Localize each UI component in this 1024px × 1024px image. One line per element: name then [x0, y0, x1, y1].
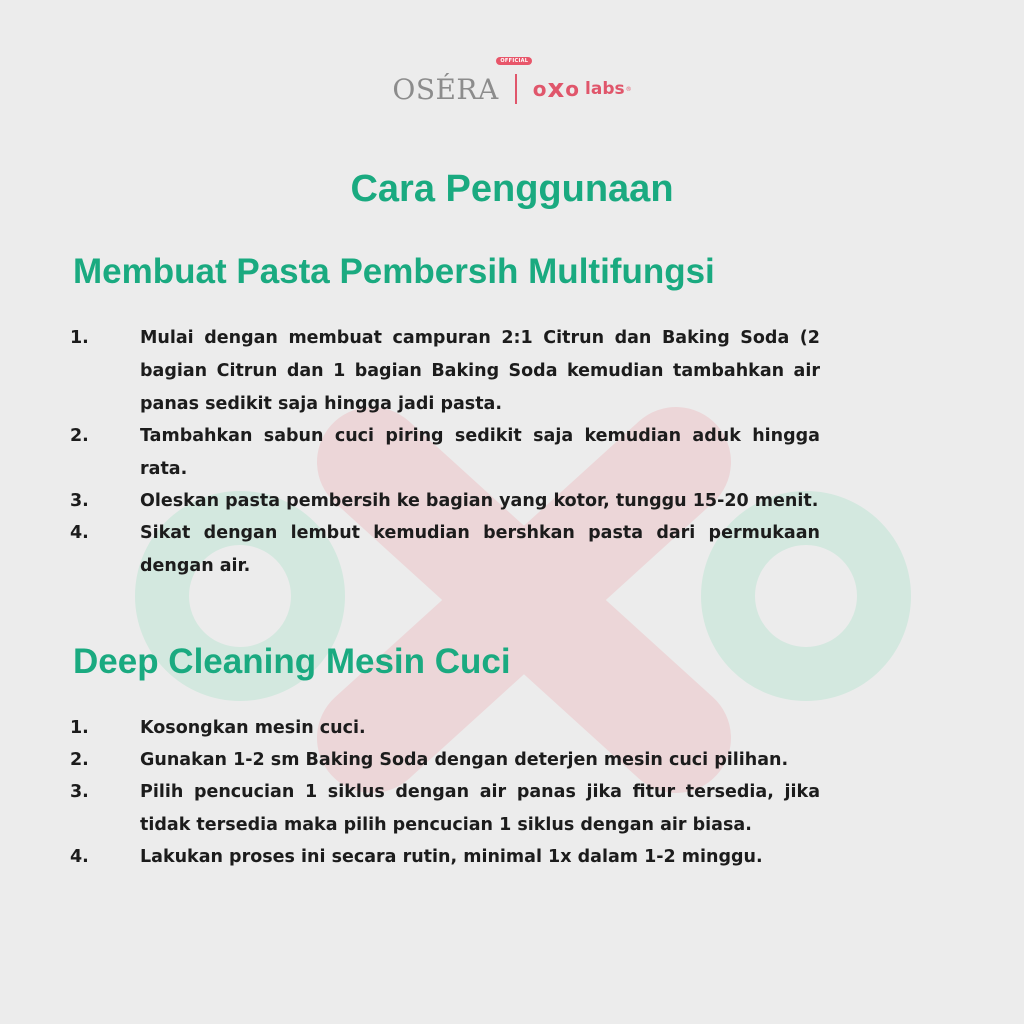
oxo-letter-o2: o: [565, 77, 580, 101]
section-heading-washing-machine: Deep Cleaning Mesin Cuci: [73, 642, 511, 681]
oxo-letter-o1: o: [532, 77, 547, 101]
osera-wordmark: OSÉRA: [392, 72, 499, 106]
step-number: 1.: [70, 328, 89, 348]
step-text: Pilih pencucian 1 siklus dengan air panas jika fitur tersedia, jika tidak tersedia maka pilih pencucian 1 siklus dengan air biasa.: [140, 782, 820, 835]
steps-list-washing-machine: [70, 712, 820, 873]
oxo-letter-x: x: [547, 74, 565, 104]
step-number: 3.: [70, 491, 89, 511]
list-item: [70, 712, 820, 745]
oxo-labs-logo: [533, 76, 632, 102]
step-number: 4.: [70, 847, 89, 867]
step-text: Kosongkan mesin cuci.: [140, 718, 366, 738]
step-text: Tambahkan sabun cuci piring sedikit saja kemudian aduk hingga rata.: [140, 426, 820, 479]
step-text: Oleskan pasta pembersih ke bagian yang kotor, tunggu 15-20 menit.: [140, 491, 819, 511]
list-item: [70, 517, 820, 583]
steps-list-multipurpose-paste: [70, 322, 820, 582]
step-text: Mulai dengan membuat campuran 2:1 Citrun dan Baking Soda (2 bagian Citrun dan 1 bagian Baking Soda kemudian tambahkan air panas sedikit saja hingga jadi pasta.: [140, 328, 820, 414]
section-heading-multipurpose-paste: Membuat Pasta Pembersih Multifungsi: [73, 252, 715, 291]
list-item: [70, 322, 820, 421]
official-badge: OFFICIAL: [496, 57, 532, 65]
list-item: [70, 841, 820, 874]
step-text: Sikat dengan lembut kemudian bershkan pasta dari permukaan dengan air.: [140, 523, 820, 576]
page-title: Cara Penggunaan: [350, 168, 674, 210]
list-item: [70, 776, 820, 842]
brand-logo-row: [0, 56, 1024, 108]
step-number: 4.: [70, 523, 89, 543]
list-item: [70, 420, 820, 486]
step-text: Gunakan 1-2 sm Baking Soda dengan deterjen mesin cuci pilihan.: [140, 750, 789, 770]
list-item: [70, 744, 820, 777]
registered-mark: ®: [625, 85, 632, 93]
list-item: [70, 485, 820, 518]
oxo-labs-text: labs: [585, 79, 625, 99]
step-number: 1.: [70, 718, 89, 738]
step-number: 2.: [70, 426, 89, 446]
step-text: Lakukan proses ini secara rutin, minimal 1x dalam 1-2 minggu.: [140, 847, 763, 867]
step-number: 3.: [70, 782, 89, 802]
logo-divider: [515, 74, 517, 104]
step-number: 2.: [70, 750, 89, 770]
osera-logo: [392, 57, 529, 106]
